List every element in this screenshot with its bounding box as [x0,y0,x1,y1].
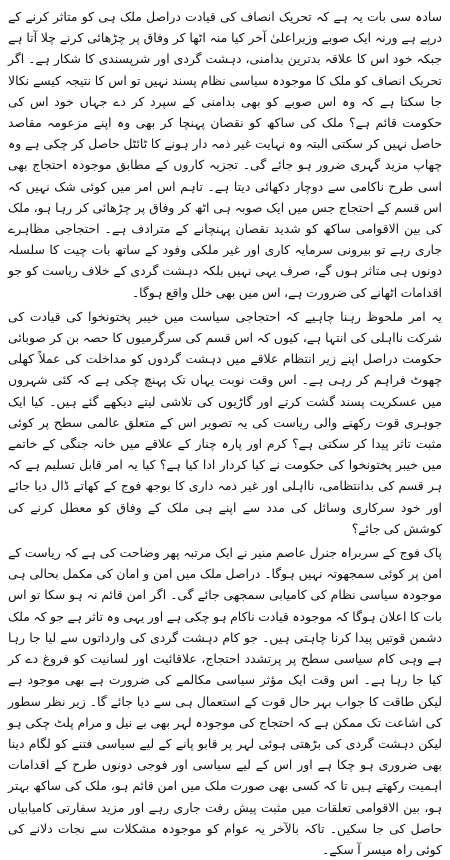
article-paragraph-1: سادہ سی بات یہ ہے کہ تحریک انصاف کی قیادت دراصل ملک ہی کو متاثر کرنے کے درپے ہے ورنہ ایک صوبے وزیراعلیٰ آخر کیا منہ اٹھا کر وفاق پر چڑھائی کرنے چلا آتا ہے جبکہ خود اس کا علاقہ بدترین بدامنی، دہشت گردی اور شرپسندی کا شکار ہے۔ اگر تحریک انصاف کو ملک کا موجودہ سیاسی نظام پسند نہیں تو اس کا نتیجہ کیسے نکالا جا سکتا ہے کہ وہ اس صوبے کو بھی بدامنی کے سپرد کر دے جہاں خود اس کی حکومت قائم ہے؟ ملک کی ساکھ کو نقصان پہنچا کر بھی وہ اپنے مزعومہ مقاصد حاصل نہیں کر سکتی البتہ وہ نہایت غیر ذمہ دار ہونے کا ٹائٹل حاصل کر چکی ہے وہ چھاپ مزید گہری ضرور ہو جائے گی۔ تجزیہ کاروں کے مطابق موجودہ احتجاج بھی اسی طرح ناکامی سے دوچار دکھائی دیتا ہے۔ تاہم اس امر میں کوئی شک نہیں کہ اس قسم کے احتجاج جس میں ایک صوبہ ہی اٹھ کر وفاق پر چڑھائی کر رہا ہو، ملک کی بین الاقوامی ساکھ کو شدید نقصان پہنچانے کے مترادف ہے۔ احتجاجی مظاہرے جاری رہے تو بیرونی سرمایہ کاری اور غیر ملکی وفود کے ساتھ بات چیت کا سلسلہ دونوں ہی متاثر ہوں گے، صرف یہی نہیں بلکہ دہشت گردی کے خلاف ریاست کو جو اقدامات اٹھانے کی ضرورت ہے، اس میں بھی خلل واقع ہوگا۔ [8,9,442,300]
article-paragraph-3: پاک فوج کے سربراہ جنرل عاصم منیر نے ایک مرتبہ پھر وضاحت کی ہے کہ ریاست کے امن پر کوئی سمجھوتہ نہیں ہوگا۔ دراصل ملک میں امن و امان کی مکمل بحالی ہی موجودہ سیاسی نظام کی کامیابی سمجھی جائے گی۔ اگر امن قائم نہ ہو سکا تو اس بات کا اعلان ہوگا کہ موجودہ قیادت ناکام ہو چکی ہے اور یہی وہ تاثر ہے جو کہ ملک دشمن قوتیں پیدا کرنا چاہتی ہیں۔ جو کام دہشت گردی کی وارداتوں سے لیا جا رہا ہے وہی کام سیاسی سطح پر پرتشدد احتجاج، علاقائیت اور لسانیت کو فروغ دے کر کیا جا رہا ہے۔ اس وقت ایک مؤثر سیاسی مکالمے کی ضرورت ہے بھی موجود ہے لیکن طاقت کا جواب بہر حال قوت کے استعمال ہی سے دیا جائے گا۔ زیر نظر سطور کی اشاعت تک ممکن ہے کہ احتجاج کی موجودہ لہر بھی بے نیل و مرام پلٹ چکی ہو لیکن دہشت گردی کی بڑھتی ہوئی لہر پر قابو پانے کے لیے سیاسی فتنے کو لگام دینا بھی ضروری ہو چکا ہے اور اس کے لیے سیاسی اور فوجی دونوں طرح کے اقدامات اہمیت رکھتے ہیں تا کہ کسی بھی صورت ملک میں امن قائم ہو، ملک کی ساکھ بہتر ہو، بین الاقوامی تعلقات میں مثبت پیش رفت جاری رہے اور مزید سفارتی کامیابیاں حاصل کی جا سکیں۔ تاکہ بالآخر یہ عوام کو موجودہ مشکلات سے نجات دلانے کی کوئی راہ میسر آ سکے۔ [8,545,442,857]
article-paragraph-2: یہ امر ملحوظ رہنا چاہیے کہ احتجاجی سیاست میں خیبر پختونخوا کی قیادت کی شرکت نااہلی کی انتہا ہے، کیوں کہ اس قسم کی سرگرمیوں کا حصہ بن کر صوبائی حکومت دراصل اپنے زیر انتظام علاقے میں دہشت گردوں کو مداخلت کی عملاً کھلی چھوٹ فراہم کر رہی ہے۔ اس وقت نوبت یہاں تک پہنچ چکی ہے کہ کئی شہروں میں عسکریت پسند گشت کرتے اور گاڑیوں کی تلاشی لیتے دیکھے گئے ہیں۔ کیا ایک جوہری قوت رکھنے والی ریاست کی یہ تصویر اس کے متعلق عالمی سطح پر کوئی مثبت تاثر پیدا کر سکتی ہے؟ کرم اور پارہ چنار کے علاقے میں خانہ جنگی کے خاتمے میں خیبر پختونخوا کی حکومت نے کیا کردار ادا کیا ہے؟ کیا یہ امر قابل تسلیم ہے کہ ہر قسم کی بدانتظامی، نااہلی اور غیر ذمہ داری کا بوجھ فوج کے کھاتے ڈال دیا جائے اور خود سرکاری وسائل کی مدد سے اپنے ہی ملک کے وفاق کو معطل کرنے کی کوشش کی جائے؟ [8,308,442,536]
